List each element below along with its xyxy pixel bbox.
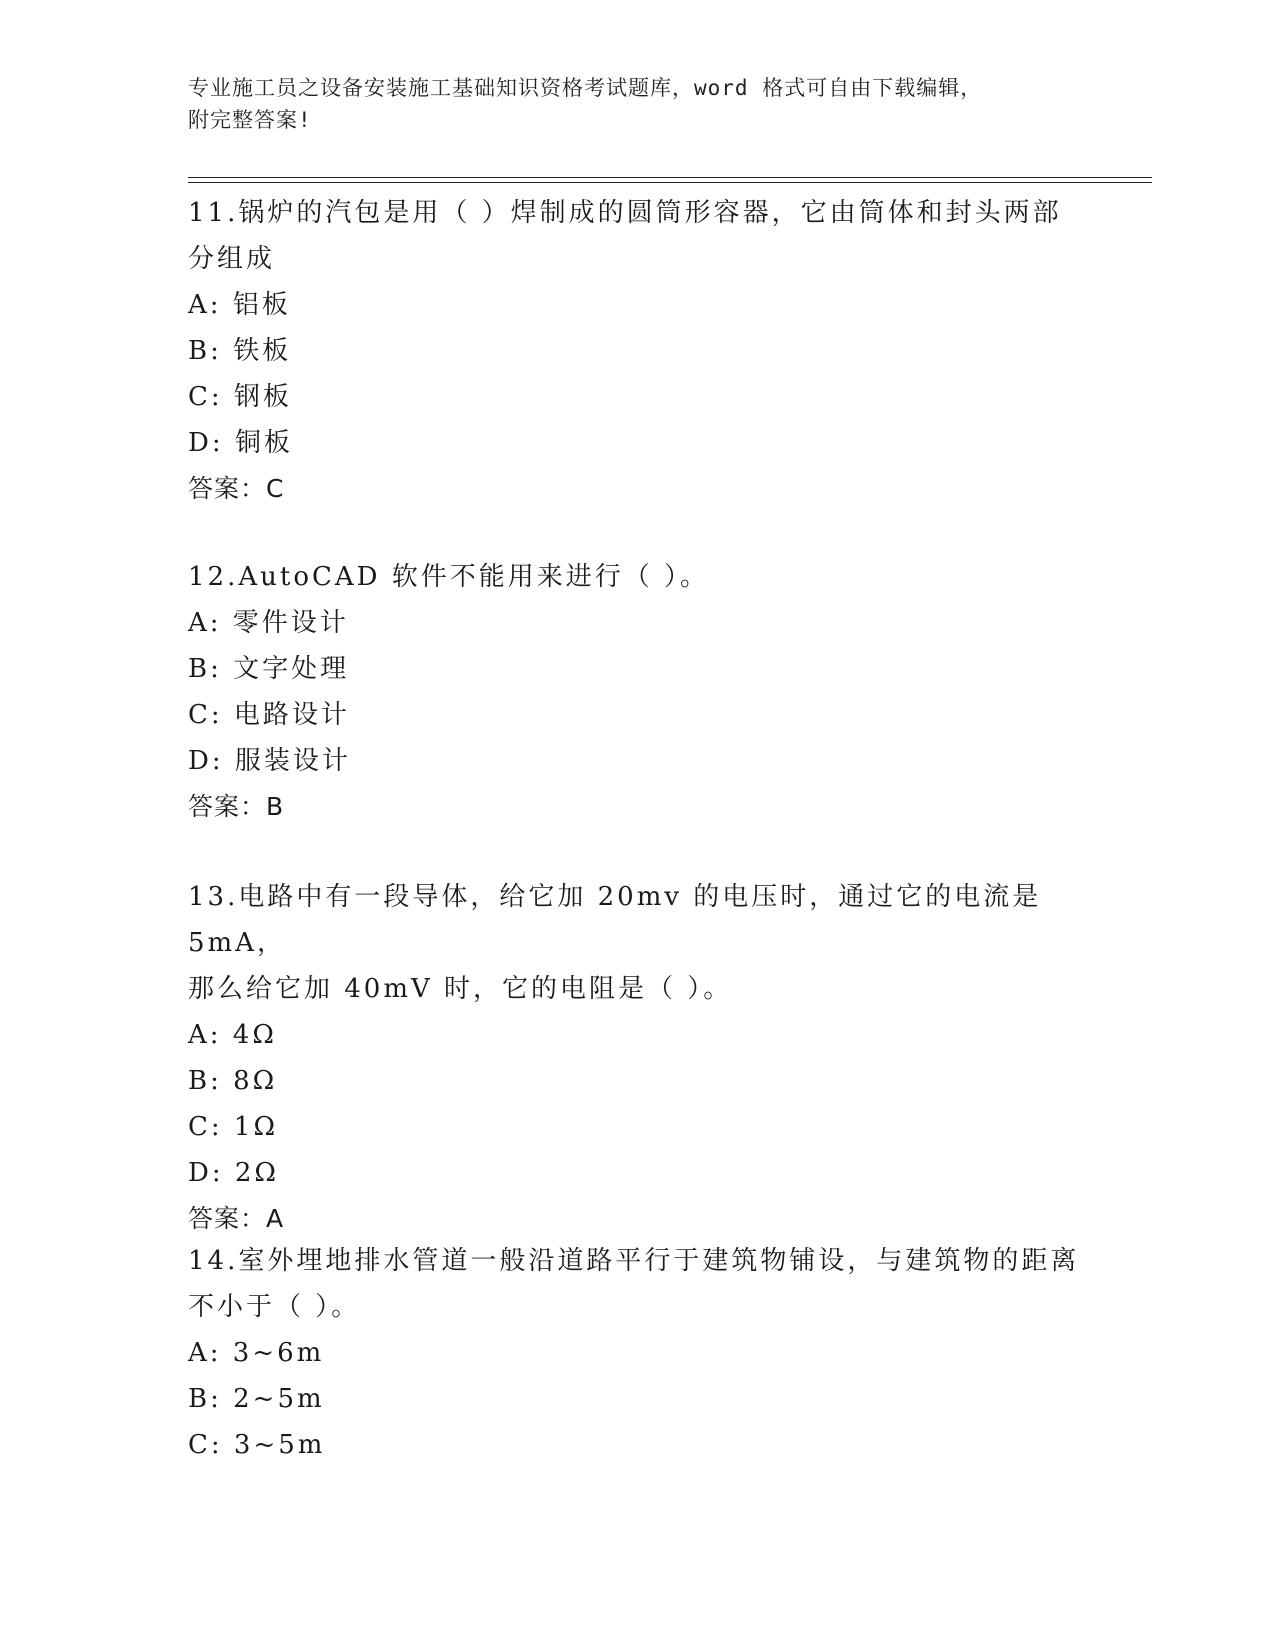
question-stem-line: 那么给它加 40mV 时，它的电阻是（ ）。	[188, 974, 733, 1004]
option-c: C: 3~5m	[188, 1430, 326, 1460]
question-13	[188, 874, 1088, 1242]
question-12	[188, 554, 1088, 830]
option-a: A: 零件设计	[188, 608, 349, 638]
option-b: B: 文字处理	[188, 654, 350, 684]
option-c: C: 1Ω	[188, 1112, 279, 1142]
question-stem	[188, 554, 1088, 600]
option-a: A: 4Ω	[188, 1020, 277, 1050]
question-11	[188, 190, 1088, 512]
answer: 答案：A	[188, 1204, 285, 1233]
option-b: B: 铁板	[188, 336, 292, 366]
option-b: B: 8Ω	[188, 1066, 278, 1096]
answer: 答案：C	[188, 474, 285, 503]
question-stem	[188, 190, 1088, 282]
option-c: C: 钢板	[188, 382, 292, 412]
question-stem-line: 11.锅炉的汽包是用（ ）焊制成的圆筒形容器，它由筒体和封头两部	[188, 198, 1062, 228]
option-d: D: 服装设计	[188, 746, 351, 776]
option-d: D: 2Ω	[188, 1158, 279, 1188]
question-stem	[188, 874, 1088, 1012]
option-b: B: 2~5m	[188, 1384, 325, 1414]
option-a: A: 3~6m	[188, 1338, 325, 1368]
document-header	[188, 72, 1068, 136]
question-stem-line: 14.室外埋地排水管道一般沿道路平行于建筑物铺设，与建筑物的距离	[188, 1246, 1080, 1276]
question-stem-line: 不小于（ ）。	[188, 1292, 361, 1322]
answer: 答案：B	[188, 792, 285, 821]
question-stem-line: 分组成	[188, 244, 276, 274]
header-line-1: 专业施工员之设备安装施工基础知识资格考试题库，word 格式可自由下载编辑，	[188, 76, 983, 100]
question-stem-line: 12.AutoCAD 软件不能用来进行（ ）。	[188, 562, 710, 592]
question-stem-line: 13.电路中有一段导体，给它加 20mv 的电压时，通过它的电流是 5mA，	[188, 882, 1042, 958]
option-d: D: 铜板	[188, 428, 293, 458]
option-c: C: 电路设计	[188, 700, 350, 730]
option-a: A: 铝板	[188, 290, 291, 320]
question-stem	[188, 1238, 1088, 1330]
header-divider-bottom	[188, 182, 1152, 183]
question-14	[188, 1238, 1088, 1468]
header-divider-top	[188, 177, 1152, 178]
header-line-2: 附完整答案!	[188, 108, 312, 132]
